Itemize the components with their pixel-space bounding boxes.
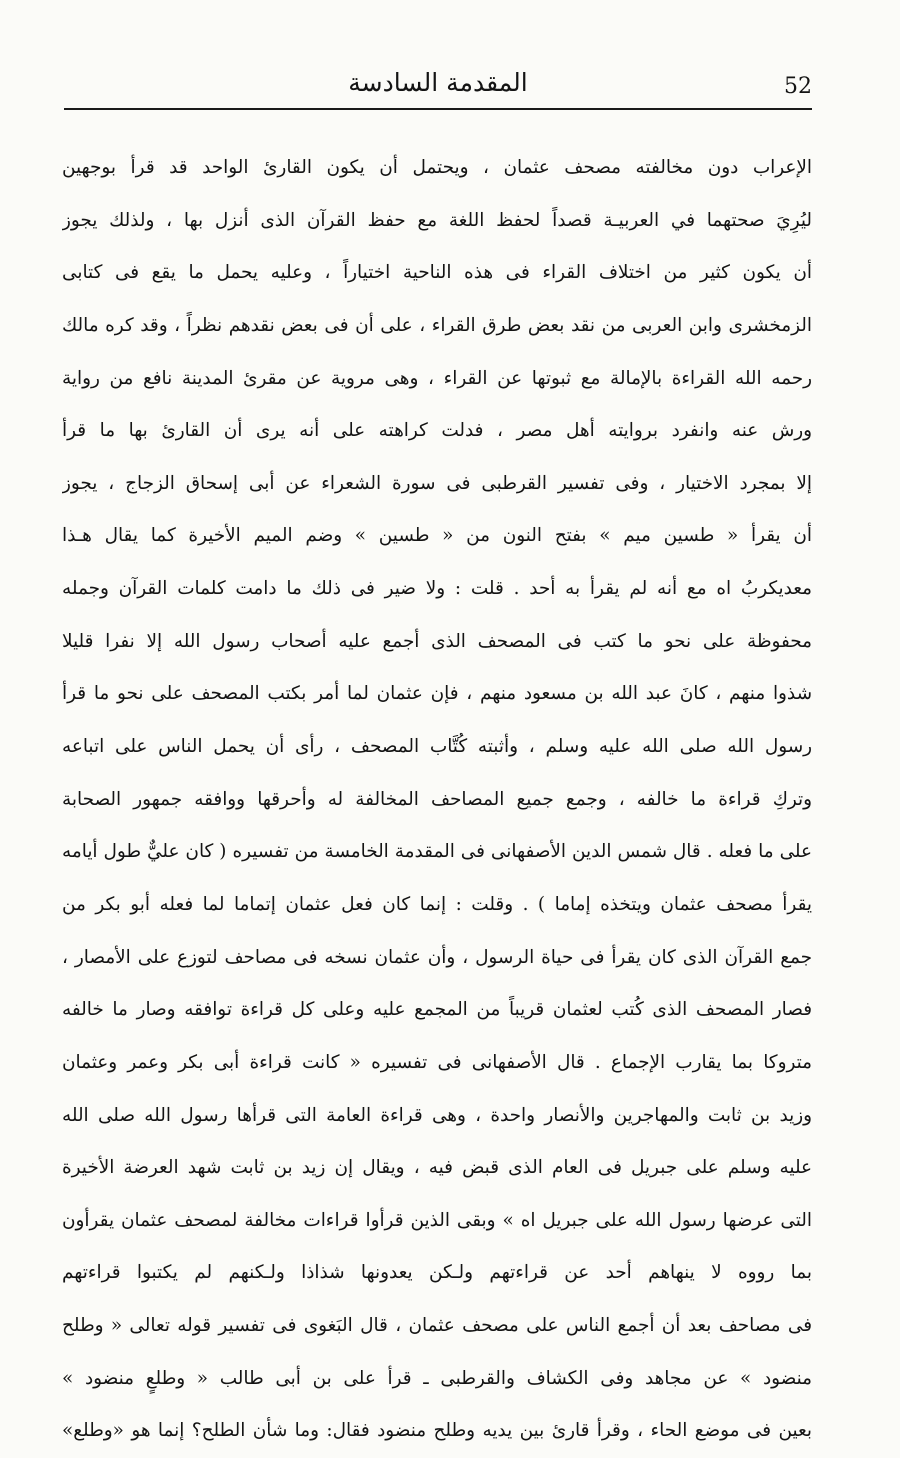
text-line: بما رووه لا ينهاهم أحد عن قراءتهم ولـكن يعدونها شذاذا ولـكنهم لم يكتبوا قراءتهم — [62, 1262, 812, 1284]
text-line: وزيد بن ثابت والمهاجرين والأنصار واحدة ، وهى قراءة العامة التى قرأها رسول الله صلى الله — [62, 1104, 812, 1126]
text-line: الزمخشرى وابن العربى من نقد بعض طرق القراء ، على أن فى بعض نقدهم نظراً ، وقد كره مالك — [62, 314, 812, 336]
text-line: وتركِ قراءة ما خالفه ، وجمع جميع المصاحف المخالفة له وأحرقها ووافقه جمهور الصحابة — [62, 788, 812, 810]
text-line: التى عرضها رسول الله على جبريل اه » وبقى الذين قرأوا قراءات مخالفة لمصحف عثمان يقرأون — [62, 1209, 812, 1231]
text-line: إلا بمجرد الاختيار ، وفى تفسير القرطبى فى سورة الشعراء عن أبى إسحاق الزجاج ، يجوز — [62, 472, 812, 494]
text-line: على ما فعله . قال شمس الدين الأصفهانى فى المقدمة الخامسة من تفسيره ( كان عليٌّ طول أيامه — [62, 841, 812, 863]
text-line: يقرأ مصحف عثمان ويتخذه إماما ) . وقلت : إنما كان فعل عثمان إتماما لما فعله أبو بكر من — [62, 893, 812, 915]
text-line: منضود » عن مجاهد وفى الكشاف والقرطبى ـ قرأ على بن أبى طالب « وطلعٍ منضود » — [62, 1367, 812, 1389]
text-line: الإعراب دون مخالفته مصحف عثمان ، ويحتمل أن يكون القارئ الواحد قد قرأ بوجهين — [62, 157, 812, 178]
text-line: محفوظة على نحو ما كتب فى المصحف الذى أجمع عليه أصحاب رسول الله إلا نفرا قليلا — [62, 630, 812, 652]
header-rule — [64, 108, 812, 110]
text-line: ليُرِيَ صحتهما في العربيـة قصداً لحفظ اللغة مع حفظ القرآن الذى أنزل بها ، ولذلك يجوز — [62, 209, 812, 231]
text-line: معديكربُ اه مع أنه لم يقرأ به أحد . قلت : ولا ضير فى ذلك ما دامت كلمات القرآن وجمله — [62, 578, 812, 600]
text-line: أن يكون كثير من اختلاف القراء فى هذه الناحية اختياراً ، وعليه يحمل ما يقع فى كتابى — [62, 262, 812, 284]
page-header — [64, 62, 812, 108]
text-line: متروكا بما يقارب الإجماع . قال الأصفهانى فى تفسيره « كانت قراءة أبى بكر وعمر وعثمان — [62, 1051, 812, 1073]
text-line: شذوا منهم ، كانَ عبد الله بن مسعود منهم ، فإن عثمان لما أمر بكتب المصحف على نحو ما قرأ — [62, 683, 812, 705]
text-line: أن يقرأ « طسين ميم » بفتح النون من « طسين » وضم الميم الأخيرة كما يقال هـذا — [62, 525, 812, 547]
text-line: جمع القرآن الذى كان يقرأ فى حياة الرسول ، وأن عثمان نسخه فى مصاحف لتوزع على الأمصار ، — [62, 946, 812, 968]
text-line: فى مصاحف بعد أن أجمع الناس على مصحف عثمان ، قال البَغوى فى تفسير قوله تعالى « وطلح — [62, 1315, 812, 1337]
text-line: ورش عنه وانفرد بروايته أهل مصر ، فدلت كراهته على أنه يرى أن القارئ بها ما قرأ — [62, 420, 812, 442]
text-line: رحمه الله القراءة بالإمالة مع ثبوتها عن القراء ، وهى مروية عن مقرئ المدينة نافع من رواية — [62, 367, 812, 389]
body-text — [62, 142, 812, 1458]
page-number: 52 — [784, 74, 812, 99]
text-line: عليه وسلم على جبريل فى العام الذى قبض فيه ، ويقال إن زيد بن ثابت شهد العرضة الأخيرة — [62, 1157, 812, 1179]
running-title: المقدمة السادسة — [348, 68, 528, 97]
text-line: رسول الله صلى الله عليه وسلم ، وأثبته كُتَّاب المصحف ، رأى أن يحمل الناس على اتباعه — [62, 736, 812, 758]
text-line: فصار المصحف الذى كُتب لعثمان قريباً من المجمع عليه وعلى كل قراءة توافقه وصار ما خالفه — [62, 999, 812, 1021]
text-line: بعين فى موضع الحاء ، وقرأ قارئ بين يديه وطلح منضود فقال: وما شأن الطلح؟ إنما هو «وطلع» — [62, 1420, 812, 1442]
